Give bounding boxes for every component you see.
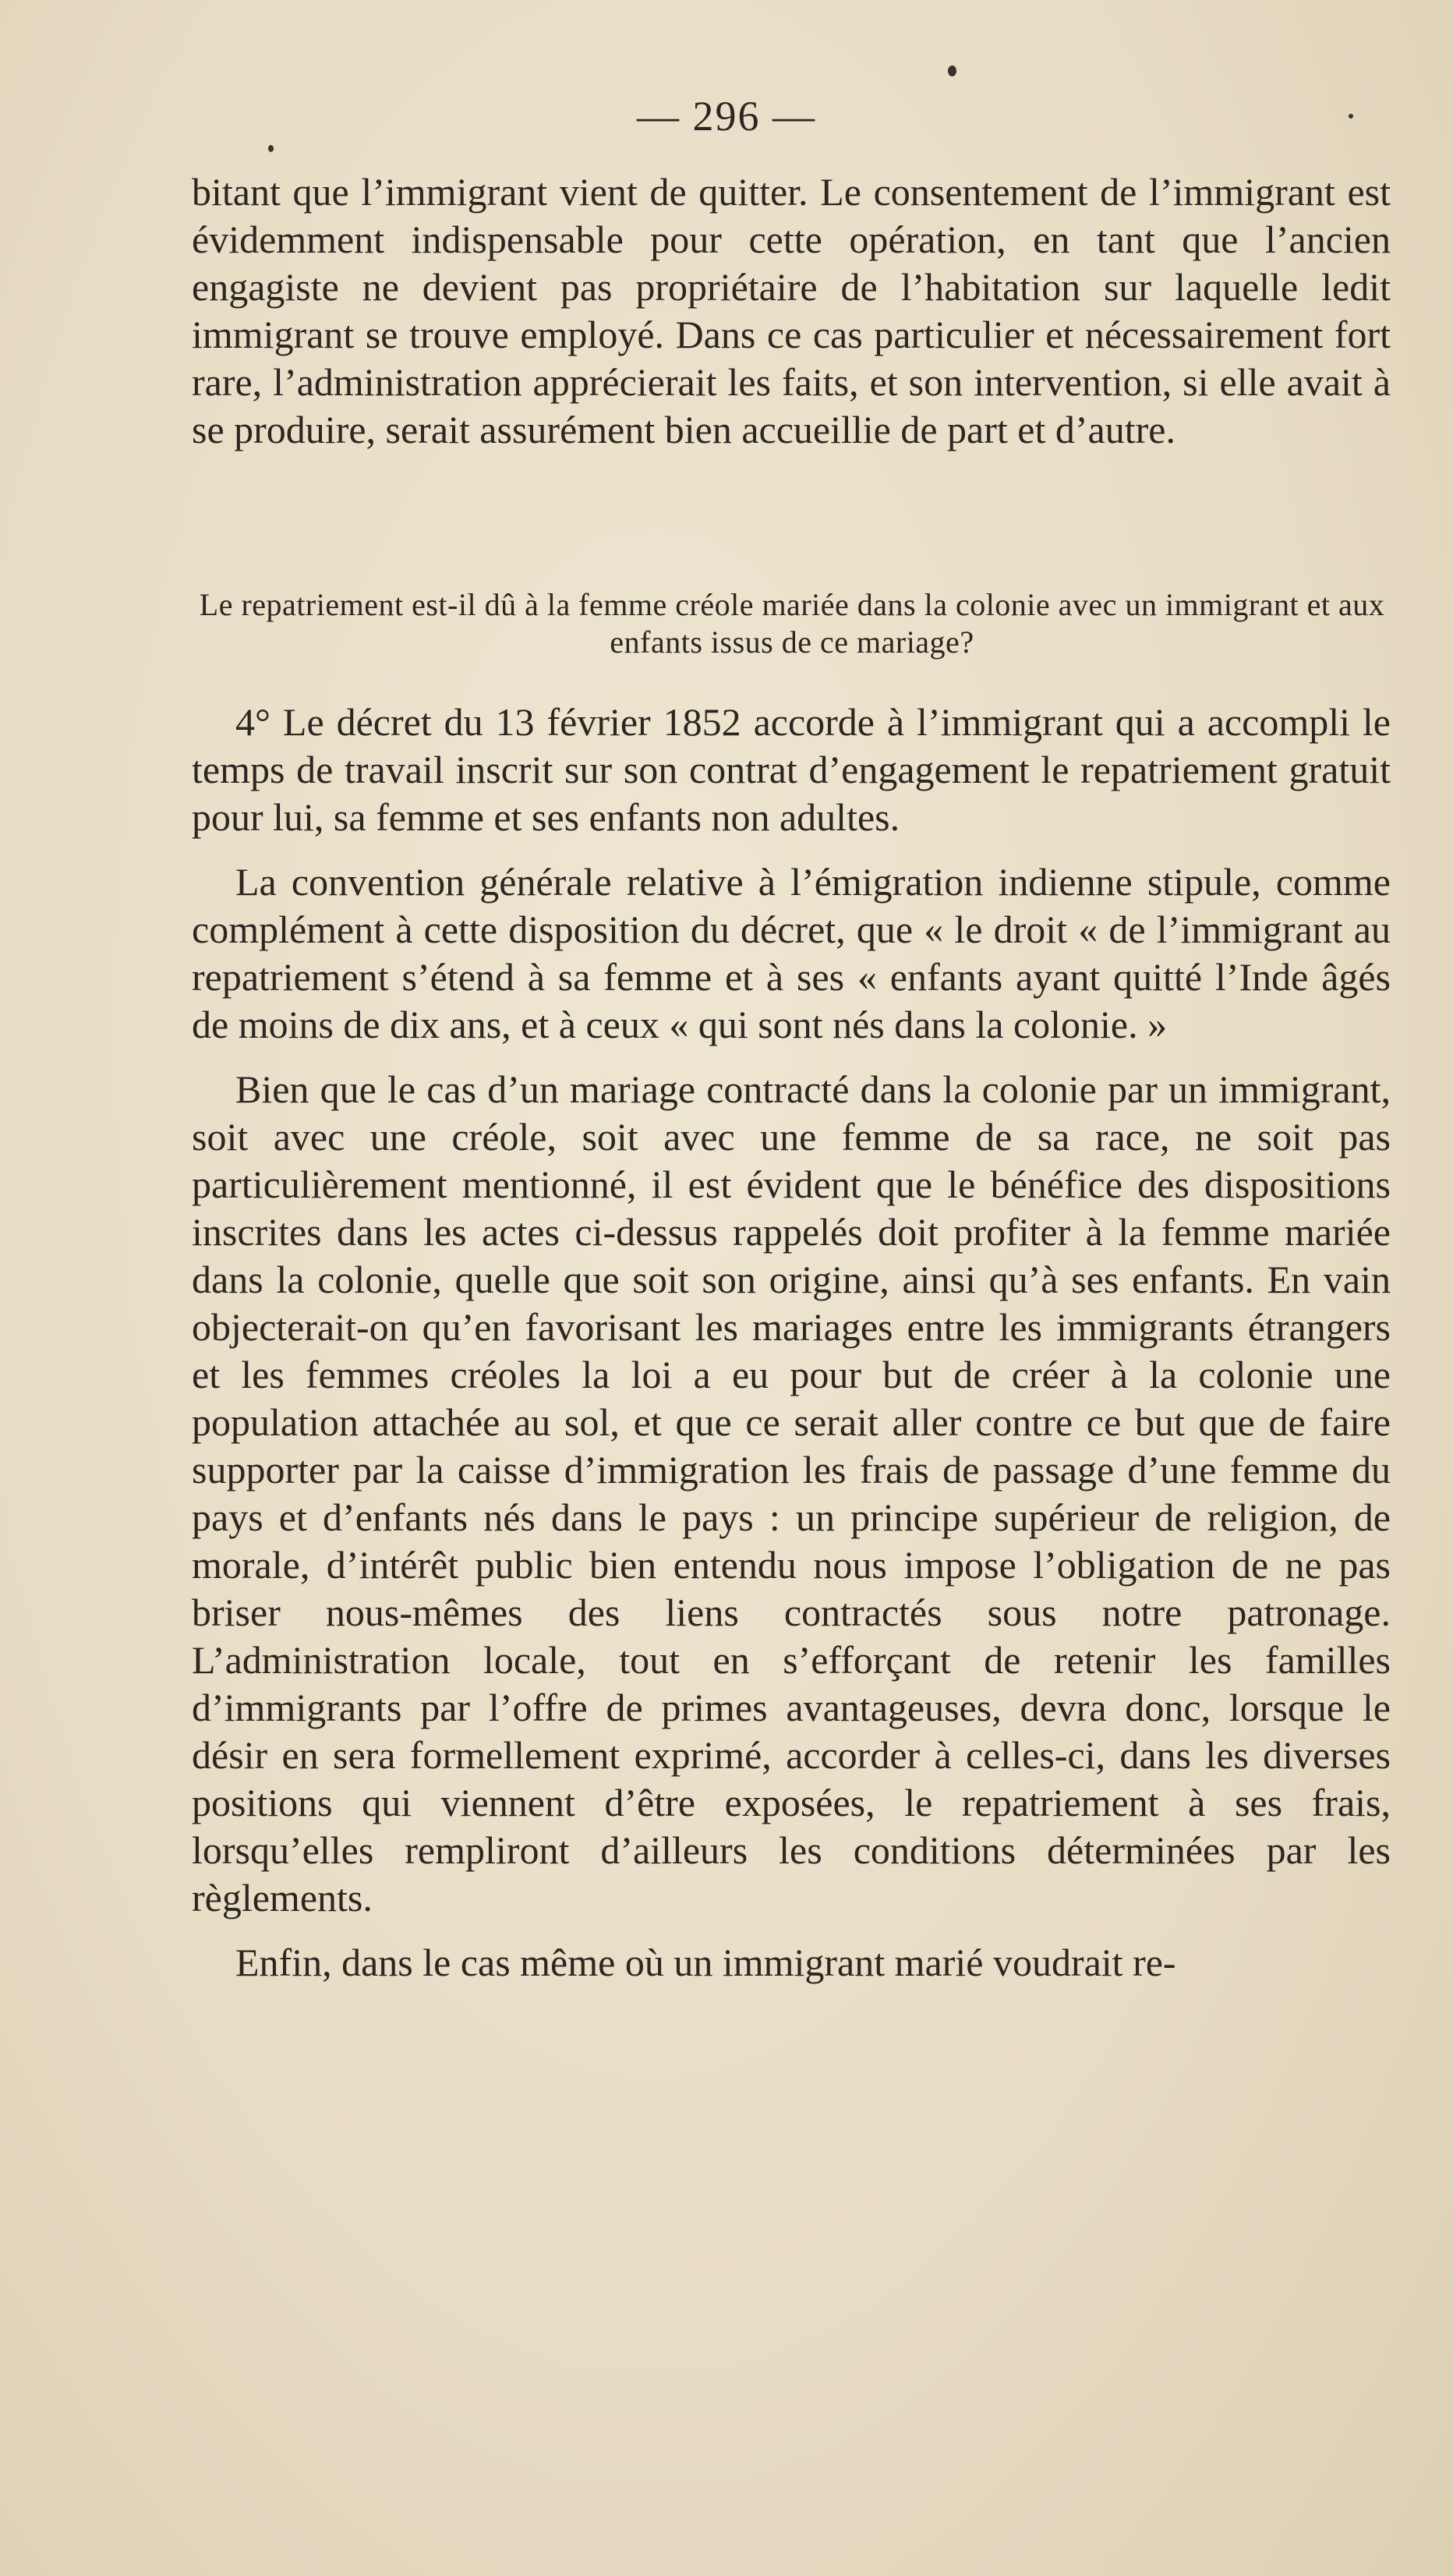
continuation-text	[192, 168, 1391, 454]
ink-speck	[268, 145, 274, 152]
section-heading: Le repatriement est-il dû à la femme créole mariée dans la colonie avec un immigrant et aux enfants issus de ce mariage?	[199, 587, 1385, 660]
ink-speck	[948, 65, 956, 76]
paragraph-final: Enfin, dans le cas même où un immigrant marié voudrait re-	[235, 1941, 1176, 1984]
ink-speck	[1349, 114, 1353, 119]
page-number: — 296 —	[637, 93, 816, 140]
paragraph-marriage: Bien que le cas d’un mariage contracté dans la colonie par un immigrant, soit avec une créole, soit avec une femme de sa race, ne soit pas particulièrement mentionné, il est évident que le bénéfice des dispositions inscrites dans les actes ci-dessus rappelés doit profiter à la femme mariée dans la colonie, quelle que soit son origine, ainsi qu’à ses enfants. En vain objecterait-on qu’en favorisant les mariages entre les immigrants étrangers et les femmes créoles la loi a eu pour but de créer à la colonie une population attachée au sol, et que ce serait aller contre ce but que de faire supporter par la caisse d’immigration les frais de passage d’une femme du pays et d’enfants nés dans le pays : un principe supérieur de religion, de morale, d’intérêt public bien entendu nous impose l’obligation de ne pas briser nous-mêmes des liens contractés sous notre patronage. L’administration locale, tout en s’efforçant de retenir les familles d’immigrants par l’offre de primes avantageuses, devra donc, lorsque le désir en sera formellement exprimé, accorder à celles-ci, dans les diverses positions qui viennent d’être exposées, le repatriement à ses frais, lorsqu’elles rempliront d’ailleurs les conditions déterminées par les règlements.	[192, 1067, 1391, 1920]
body-text	[192, 699, 1391, 1987]
paragraph-convention: La convention générale relative à l’émigration indienne stipule, comme complément à cette disposition du décret, que « le droit « de l’immigrant au repatriement s’étend à sa femme et à ses « enfants ayant quitté l’Inde âgés de moins de dix ans, et à ceux « qui sont nés dans la colonie. »	[192, 860, 1391, 1046]
continuation-paragraph: bitant que l’immigrant vient de quitter. Le consentement de l’immigrant est évidemment indispensable pour cette opération, en tant que l’ancien engagiste ne devient pas propriétaire de l’habitation sur laquelle ledit immigrant se trouve employé. Dans ce cas particulier et nécessairement fort rare, l’administration apprécierait les faits, et son intervention, si elle avait à se produire, serait assurément bien accueillie de part et d’autre.	[192, 170, 1391, 451]
paragraph-decree: 4° Le décret du 13 février 1852 accorde à l’immigrant qui a accompli le temps de travail inscrit sur son contrat d’engagement le repatriement gratuit pour lui, sa femme et ses enfants non adultes.	[192, 700, 1391, 839]
